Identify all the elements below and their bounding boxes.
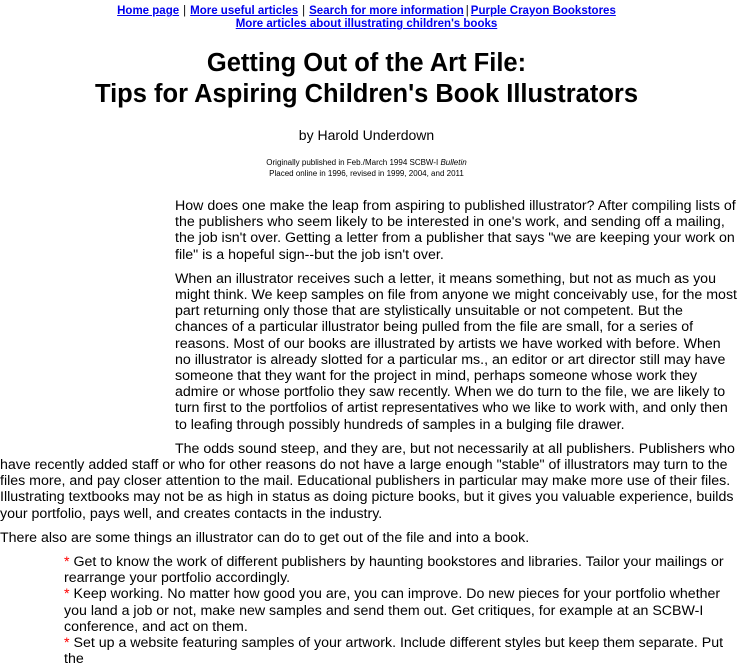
list-item-text: Set up a website featuring samples of your artwork. Include different styles but keep them separate. Put the [64, 635, 724, 667]
paragraph-3: The odds sound steep, and they are, but not necessarily at all publishers. Publishers who have recently added staff or who for other reasons do not have a large enough "stable" of illustrators may turn to the files more, and pay closer attention to the mail. Educational publishers in particular may make more use of their files. Illustrating textbooks may not be as high in status as doing picture books, but it gives you valuable experience, builds your portfolio, pays well, and creates contacts in the industry. [0, 440, 735, 522]
top-navigation [0, 5, 733, 31]
publication-note-line-1: Originally published in Feb./March 1994 SCBW-I [266, 158, 441, 167]
title-line-2: Tips for Aspiring Children's Book Illustrators [94, 79, 639, 108]
search-link[interactable]: Search for more information [309, 5, 464, 17]
nav-separator: | [465, 5, 469, 17]
publication-note [0, 158, 733, 179]
list-item-text: Keep working. No matter how good you are, you can improve. Do new pieces for your portfolio whether you land a job or not, make new samples and send them out. Get critiques, for example at an SCBW-I conference, and act on them. [64, 586, 721, 635]
left-float-spacer [0, 198, 175, 453]
publication-name: Bulletin [440, 158, 467, 167]
page-title [0, 48, 733, 109]
illustrating-articles-link[interactable]: More articles about illustrating children's books [235, 18, 498, 30]
paragraph-1: How does one make the leap from aspiring to published illustrator? After compiling lists of the publishers who seem likely to be interested in one's work, and sending off a mailing, the job isn't over. Getting a letter from a publisher that says "we are keeping your work on file" is a hopeful sign--but the job isn't over. [175, 198, 736, 263]
publication-note-line-2: Placed online in 1996, revised in 1999, 2004, and 2011 [269, 168, 464, 178]
title-line-1: Getting Out of the Art File: [206, 49, 527, 77]
list-item [64, 586, 724, 635]
byline: by Harold Underdown [298, 127, 435, 143]
tips-list [64, 554, 724, 667]
bullet-star: * [64, 586, 70, 603]
more-useful-articles-link[interactable]: More useful articles [190, 5, 299, 17]
paragraph-4: There also are some things an illustrator can do to get out of the file and into a book. [0, 529, 530, 546]
bullet-star: * [64, 554, 70, 571]
nav-separator: | [302, 5, 306, 17]
article-body [0, 198, 739, 667]
list-item [64, 554, 724, 586]
home-page-link[interactable]: Home page [117, 5, 180, 17]
nav-separator: | [183, 5, 187, 17]
list-item-text: Get to know the work of different publishers by haunting bookstores and libraries. Tailor your mailings or rearrange your portfolio accordingly. [64, 554, 724, 587]
paragraph-2: When an illustrator receives such a letter, it means something, but not as much as you might think. We keep samples on file from anyone we might conceivably use, for the most part returning only those that are stylistically unsuitable or not competent. But the chances of a particular illustrator being pulled from the file are small, for a series of reasons. Most of our books are illustrated by artists we have worked with before. When no illustrator is already slotted for a particular ms., an editor or art director still may have someone that they want for the project in mind, perhaps someone whose work they admire or whose portfolio they saw recently. When we do turn to the file, we are likely to turn first to the portfolios of artist representatives who we like to work with, and only then to leafing through possibly hundreds of samples in a bulging file drawer. [175, 270, 737, 433]
bullet-star: * [64, 635, 70, 652]
purple-crayon-bookstores-link[interactable]: Purple Crayon Bookstores [470, 5, 616, 17]
list-item [64, 635, 724, 667]
